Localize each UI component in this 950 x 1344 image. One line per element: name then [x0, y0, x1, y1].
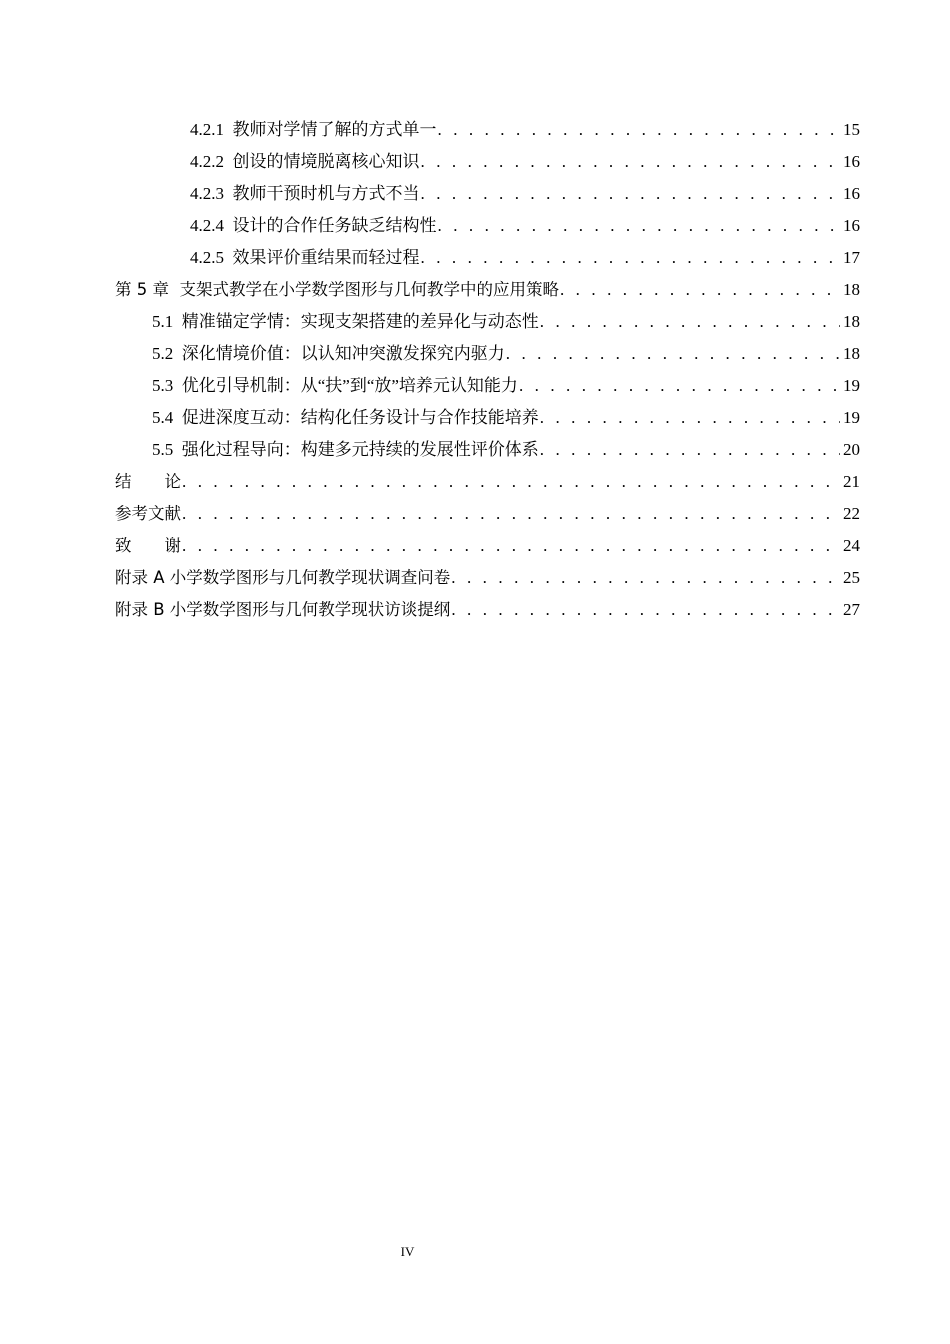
- toc-entry-conclusion[interactable]: [115, 466, 860, 498]
- toc-entry-title: 4.2.5 效果评价重结果而轻过程: [190, 248, 420, 267]
- dot-leader: [540, 306, 840, 338]
- page-number: IV: [400, 1244, 415, 1259]
- toc-entry-page: 16: [843, 216, 860, 235]
- toc-entry-title: 第 5 章 支架式教学在小学数学图形与几何教学中的应用策略: [115, 280, 559, 299]
- toc-entry-title: 5.5 强化过程导向：构建多元持续的发展性评价体系: [152, 440, 539, 459]
- toc-entry-chapter-5[interactable]: [115, 274, 860, 306]
- toc-entry-page: 22: [843, 504, 860, 523]
- toc-entry-title: 结 论: [115, 472, 181, 491]
- toc-entry-page: 21: [843, 472, 860, 491]
- toc-entry-5-5[interactable]: [115, 434, 860, 466]
- toc-entry-page: 18: [843, 344, 860, 363]
- toc-entry-page: 15: [843, 120, 860, 139]
- toc-entry-title: 参考文献: [115, 504, 181, 523]
- toc-entry-title: 4.2.3 教师干预时机与方式不当: [190, 184, 420, 203]
- toc-entry-title: 5.1 精准锚定学情：实现支架搭建的差异化与动态性: [152, 312, 539, 331]
- toc-entry-page: 17: [843, 248, 860, 267]
- toc-entry-5-2[interactable]: [115, 338, 860, 370]
- toc-entry-page: 25: [843, 568, 860, 587]
- toc-entry-4-2-4[interactable]: [115, 210, 860, 242]
- toc-entry-4-2-5[interactable]: [115, 242, 860, 274]
- dot-leader: [421, 242, 841, 274]
- dot-leader: [560, 274, 840, 306]
- toc-entry-title: 附录 B 小学数学图形与几何教学现状访谈提纲: [115, 600, 451, 619]
- toc-entry-4-2-3[interactable]: [115, 178, 860, 210]
- dot-leader: [421, 178, 841, 210]
- dot-leader: [438, 210, 841, 242]
- toc-entry-5-4[interactable]: [115, 402, 860, 434]
- dot-leader: [451, 594, 840, 626]
- dot-leader: [540, 434, 840, 466]
- toc-entry-title: 5.4 促进深度互动：结构化任务设计与合作技能培养: [152, 408, 539, 427]
- toc-entry-title: 4.2.1 教师对学情了解的方式单一: [190, 120, 437, 139]
- dot-leader: [451, 562, 840, 594]
- toc-entry-page: 16: [843, 184, 860, 203]
- toc-entry-references[interactable]: [115, 498, 860, 530]
- toc-entry-title: 4.2.2 创设的情境脱离核心知识: [190, 152, 420, 171]
- dot-leader: [540, 402, 840, 434]
- toc-entry-title: 附录 A 小学数学图形与几何教学现状调查问卷: [115, 568, 451, 587]
- dot-leader: [519, 370, 840, 402]
- toc-entry-title: 5.3 优化引导机制：从“扶”到“放”培养元认知能力: [152, 376, 518, 395]
- dot-leader: [421, 146, 841, 178]
- toc-entry-page: 19: [843, 408, 860, 427]
- toc-entry-4-2-1[interactable]: [115, 114, 860, 146]
- toc-entry-4-2-2[interactable]: [115, 146, 860, 178]
- toc-entry-title: 致 谢: [115, 536, 181, 555]
- dot-leader: [506, 338, 840, 370]
- toc-entry-title: 5.2 深化情境价值：以认知冲突激发探究内驱力: [152, 344, 505, 363]
- toc-entry-title: 4.2.4 设计的合作任务缺乏结构性: [190, 216, 437, 235]
- dot-leader: [182, 498, 840, 530]
- toc-entry-page: 19: [843, 376, 860, 395]
- toc-entry-page: 24: [843, 536, 860, 555]
- dot-leader: [182, 466, 840, 498]
- toc-entry-acknowledgements[interactable]: [115, 530, 860, 562]
- table-of-contents: [115, 114, 860, 626]
- toc-entry-appendix-a[interactable]: [115, 562, 860, 594]
- toc-entry-appendix-b[interactable]: [115, 594, 860, 626]
- toc-entry-page: 18: [843, 312, 860, 331]
- toc-entry-page: 27: [843, 600, 860, 619]
- toc-entry-page: 16: [843, 152, 860, 171]
- toc-entry-page: 20: [843, 440, 860, 459]
- toc-entry-5-1[interactable]: [115, 306, 860, 338]
- toc-entry-page: 18: [843, 280, 860, 299]
- dot-leader: [182, 530, 840, 562]
- dot-leader: [438, 114, 841, 146]
- toc-entry-5-3[interactable]: [115, 370, 860, 402]
